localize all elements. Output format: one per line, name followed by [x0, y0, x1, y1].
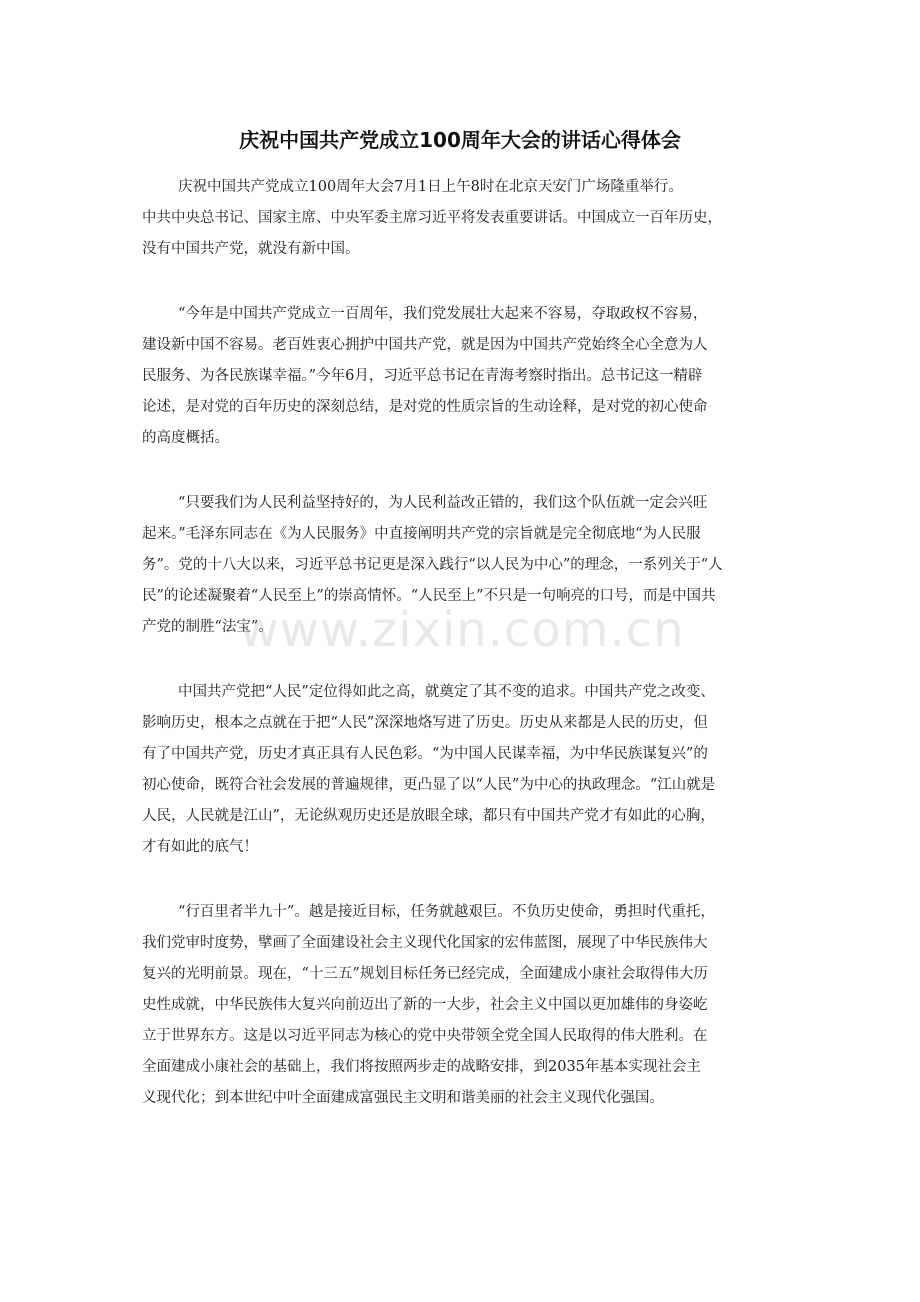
text-line: 建设新中国不容易。老百姓衷心拥护中国共产党，就是因为中国共产党始终全心全意为人: [142, 337, 708, 353]
paragraph: [142, 299, 778, 454]
text-line: 起来。”毛泽东同志在《为人民服务》中直接阐明共产党的宗旨就是完全彻底地“为人民服: [142, 526, 701, 542]
text-line: 人民，人民就是江山”，无论纵观历史还是放眼全球，都只有中国共产党才有如此的心胸，: [142, 808, 715, 824]
document-body: [142, 172, 778, 1148]
paragraph: [142, 897, 778, 1114]
text-line: 的高度概括。: [142, 430, 229, 446]
text-line: 义现代化；到本世纪中叶全面建成富强民主文明和谐美丽的社会主义现代化强国。: [142, 1090, 664, 1106]
text-line: 庆祝中国共产党成立100周年大会7月1日上午8时在北京天安门广场隆重举行。: [178, 179, 683, 195]
text-line: 立于世界东方。这是以习近平同志为核心的党中央带领全党全国人民取得的伟大胜利。在: [142, 1028, 708, 1044]
text-line: “今年是中国共产党成立一百周年，我们党发展壮大起来不容易，夺取政权不容易，: [178, 306, 708, 322]
text-line: 有了中国共产党，历史才真正具有人民色彩。“为中国人民谋幸福，为中华民族谋复兴”的: [142, 746, 708, 762]
text-line: 产党的制胜“法宝”。: [142, 619, 273, 635]
text-line: “行百里者半九十”。越是接近目标，任务就越艰巨。不负历史使命，勇担时代重托，: [178, 904, 715, 920]
text-line: 民服务、为各民族谋幸福。”今年6月，习近平总书记在青海考察时指出。总书记这一精辟: [142, 368, 703, 384]
text-line: 没有中国共产党，就没有新中国。: [142, 241, 360, 257]
text-line: 才有如此的底气！: [142, 839, 258, 855]
text-line: 务”。党的十八大以来，习近平总书记更是深入践行“以人民为中心”的理念，一系列关于“人: [142, 557, 723, 573]
text-line: 民”的论述凝聚着“人民至上”的崇高情怀。“人民至上”不只是一句响亮的口号，而是中国共: [142, 588, 716, 604]
text-line: 史性成就，中华民族伟大复兴向前迈出了新的一大步，社会主义中国以更加雄伟的身姿屹: [142, 997, 708, 1013]
text-line: 我们党审时度势，擘画了全面建设社会主义现代化国家的宏伟蓝图，展现了中华民族伟大: [142, 935, 708, 951]
text-line: 论述，是对党的百年历史的深刻总结，是对党的性质宗旨的生动诠释，是对党的初心使命: [142, 399, 708, 415]
watermark: www.zixin.com.cn: [239, 602, 685, 658]
text-line: “只要我们为人民利益坚持好的，为人民利益改正错的，我们这个队伍就一定会兴旺: [178, 495, 708, 511]
text-line: 中国共产党把“人民”定位得如此之高，就奠定了其不变的追求。中国共产党之改变、: [178, 684, 715, 700]
paragraph: [142, 488, 778, 643]
paragraph: [142, 677, 778, 863]
text-line: 复兴的光明前景。现在，“十三五”规划目标任务已经完成，全面建成小康社会取得伟大历: [142, 966, 708, 982]
paragraph: [142, 172, 778, 265]
text-line: 中共中央总书记、国家主席、中央军委主席习近平将发表重要讲话。中国成立一百年历史，: [142, 210, 722, 226]
text-line: 初心使命，既符合社会发展的普遍规律，更凸显了以“人民”为中心的执政理念。“江山就是: [142, 777, 716, 793]
text-line: 全面建成小康社会的基础上，我们将按照两步走的战略安排，到2035年基本实现社会主: [142, 1059, 701, 1075]
document-title: 庆祝中国共产党成立100周年大会的讲话心得体会: [239, 128, 681, 152]
text-line: 影响历史，根本之点就在于把“人民”深深地烙写进了历史。历史从来都是人民的历史，但: [142, 715, 708, 731]
